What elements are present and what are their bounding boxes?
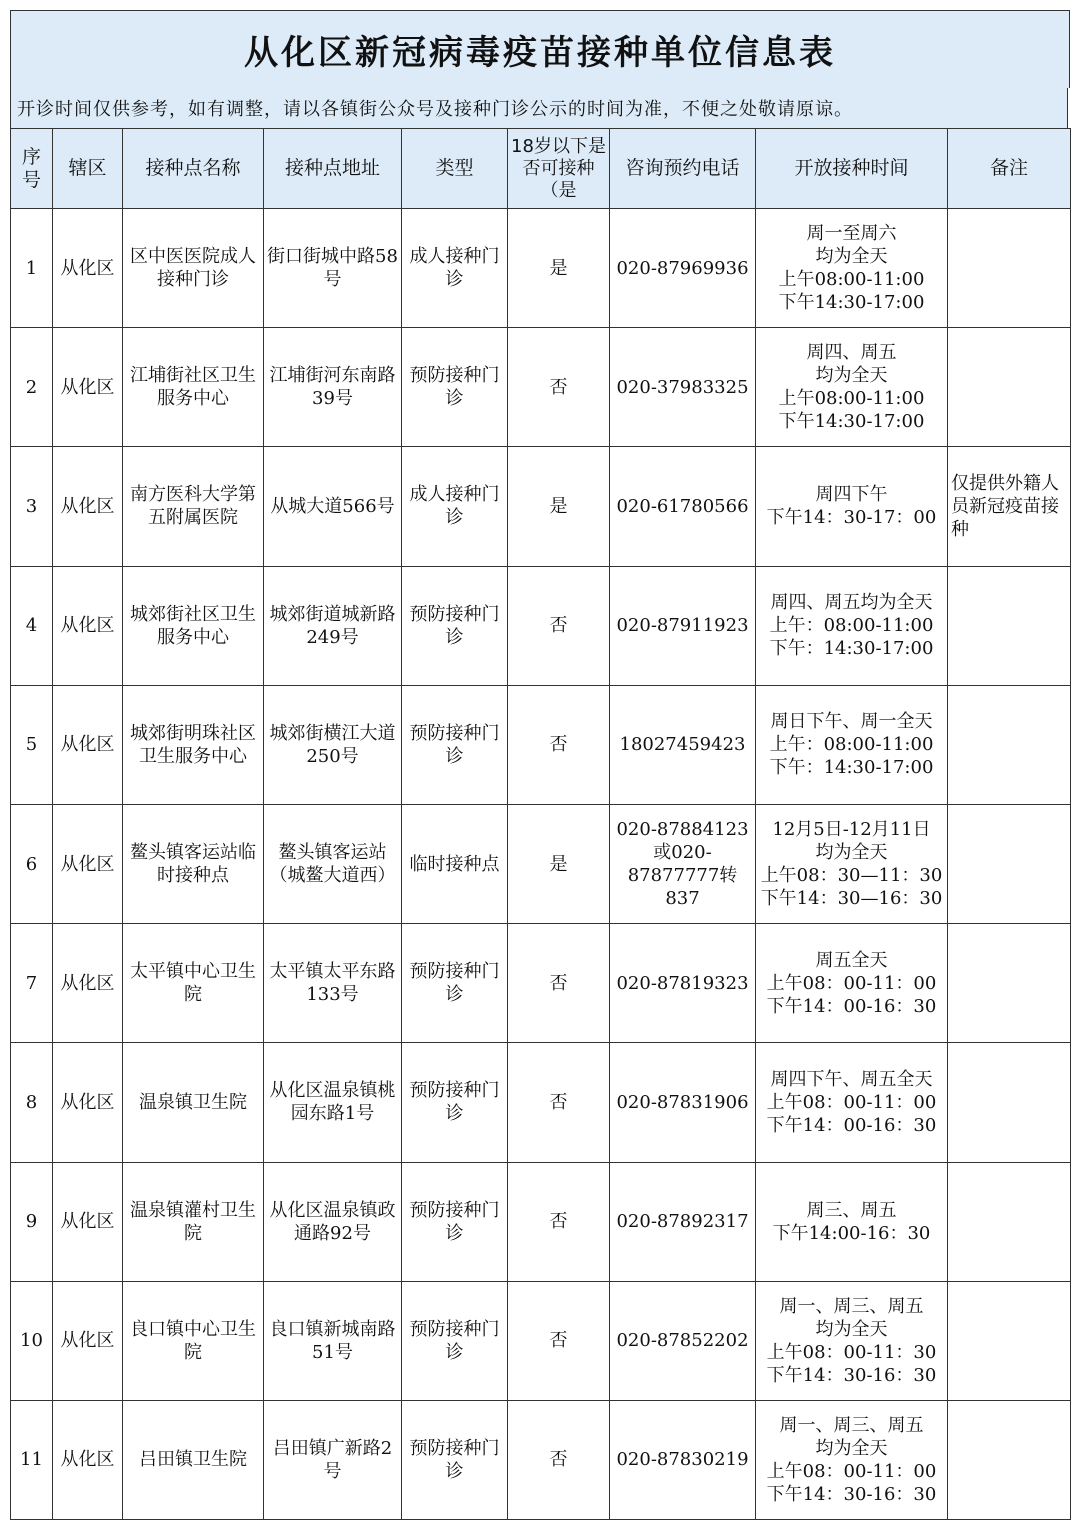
cell-address: 从城大道566号 — [264, 447, 402, 566]
cell-type: 预防接种门诊 — [402, 1162, 508, 1281]
cell-address: 城郊街横江大道250号 — [264, 685, 402, 804]
cell-remark — [948, 1281, 1071, 1400]
cell-remark — [948, 924, 1071, 1043]
cell-remark — [948, 685, 1071, 804]
table-row — [11, 566, 1071, 685]
cell-phone: 020-61780566 — [610, 447, 756, 566]
cell-index: 3 — [11, 447, 53, 566]
cell-under18: 是 — [508, 447, 610, 566]
cell-under18: 否 — [508, 1162, 610, 1281]
cell-district: 从化区 — [53, 566, 123, 685]
cell-hours: 周一、周三、周五 均为全天 上午08：00-11：00 下午14：30-16：30 — [756, 1400, 948, 1519]
cell-name: 南方医科大学第五附属医院 — [123, 447, 264, 566]
cell-district: 从化区 — [53, 328, 123, 447]
cell-address: 吕田镇广新路2号 — [264, 1400, 402, 1519]
cell-hours: 周一、周三、周五 均为全天 上午08：00-11：30 下午14：30-16：30 — [756, 1281, 948, 1400]
cell-name: 区中医医院成人接种门诊 — [123, 209, 264, 328]
cell-district: 从化区 — [53, 447, 123, 566]
header-address: 接种点地址 — [264, 129, 402, 209]
header-row — [11, 129, 1071, 209]
cell-under18: 是 — [508, 209, 610, 328]
page-title: 从化区新冠病毒疫苗接种单位信息表 — [10, 10, 1070, 88]
cell-district: 从化区 — [53, 1400, 123, 1519]
cell-hours: 周四、周五均为全天 上午：08:00-11:00 下午：14:30-17:00 — [756, 566, 948, 685]
cell-hours: 周五全天 上午08：00-11：00 下午14：00-16：30 — [756, 924, 948, 1043]
cell-index: 10 — [11, 1281, 53, 1400]
cell-phone: 020-87911923 — [610, 566, 756, 685]
cell-district: 从化区 — [53, 209, 123, 328]
cell-district: 从化区 — [53, 1162, 123, 1281]
cell-district: 从化区 — [53, 804, 123, 923]
header-index: 序号 — [11, 129, 53, 209]
table-row — [11, 447, 1071, 566]
cell-type: 预防接种门诊 — [402, 924, 508, 1043]
table-row — [11, 685, 1071, 804]
cell-under18: 否 — [508, 685, 610, 804]
cell-index: 8 — [11, 1043, 53, 1162]
table-row — [11, 209, 1071, 328]
cell-name: 吕田镇卫生院 — [123, 1400, 264, 1519]
cell-index: 4 — [11, 566, 53, 685]
cell-name: 江埔街社区卫生服务中心 — [123, 328, 264, 447]
cell-type: 成人接种门诊 — [402, 209, 508, 328]
cell-name: 鳌头镇客运站临时接种点 — [123, 804, 264, 923]
header-district: 辖区 — [53, 129, 123, 209]
cell-district: 从化区 — [53, 685, 123, 804]
header-name: 接种点名称 — [123, 129, 264, 209]
cell-index: 6 — [11, 804, 53, 923]
cell-phone: 020-87884123或020-87877777转837 — [610, 804, 756, 923]
cell-type: 预防接种门诊 — [402, 1400, 508, 1519]
cell-address: 从化区温泉镇桃园东路1号 — [264, 1043, 402, 1162]
cell-under18: 否 — [508, 328, 610, 447]
cell-name: 温泉镇卫生院 — [123, 1043, 264, 1162]
cell-phone: 020-87819323 — [610, 924, 756, 1043]
cell-index: 2 — [11, 328, 53, 447]
cell-hours: 周三、周五 下午14:00-16：30 — [756, 1162, 948, 1281]
cell-remark — [948, 209, 1071, 328]
cell-address: 街口街城中路58号 — [264, 209, 402, 328]
cell-remark — [948, 1400, 1071, 1519]
cell-district: 从化区 — [53, 1043, 123, 1162]
table-row — [11, 1400, 1071, 1519]
cell-index: 11 — [11, 1400, 53, 1519]
table-row — [11, 804, 1071, 923]
header-under18-text: 18岁以下是否可接种（是 — [511, 135, 606, 201]
cell-type: 临时接种点 — [402, 804, 508, 923]
cell-under18: 否 — [508, 924, 610, 1043]
cell-type: 预防接种门诊 — [402, 328, 508, 447]
cell-hours: 周四、周五 均为全天 上午08:00-11:00 下午14:30-17:00 — [756, 328, 948, 447]
cell-remark — [948, 1043, 1071, 1162]
cell-name: 城郊街社区卫生服务中心 — [123, 566, 264, 685]
cell-phone: 020-87969936 — [610, 209, 756, 328]
cell-district: 从化区 — [53, 924, 123, 1043]
notice-text: 开诊时间仅供参考，如有调整，请以各镇街公众号及接种门诊公示的时间为准，不便之处敬请原谅。 — [10, 88, 1068, 128]
cell-address: 从化区温泉镇政通路92号 — [264, 1162, 402, 1281]
cell-index: 7 — [11, 924, 53, 1043]
cell-address: 太平镇太平东路133号 — [264, 924, 402, 1043]
cell-district: 从化区 — [53, 1281, 123, 1400]
cell-name: 太平镇中心卫生院 — [123, 924, 264, 1043]
cell-index: 1 — [11, 209, 53, 328]
cell-hours: 12月5日-12月11日 均为全天 上午08：30—11：30 下午14：30—16：30 — [756, 804, 948, 923]
cell-hours: 周四下午 下午14：30-17：00 — [756, 447, 948, 566]
cell-phone: 18027459423 — [610, 685, 756, 804]
cell-remark: 仅提供外籍人员新冠疫苗接种 — [948, 447, 1071, 566]
cell-phone: 020-87852202 — [610, 1281, 756, 1400]
table-body — [11, 209, 1071, 1520]
vaccination-info-sheet — [10, 10, 1070, 1510]
header-under18 — [508, 129, 610, 209]
header-type: 类型 — [402, 129, 508, 209]
cell-phone: 020-87831906 — [610, 1043, 756, 1162]
cell-type: 预防接种门诊 — [402, 1043, 508, 1162]
cell-type: 预防接种门诊 — [402, 685, 508, 804]
cell-remark — [948, 566, 1071, 685]
cell-hours: 周四下午、周五全天 上午08：00-11：00 下午14：00-16：30 — [756, 1043, 948, 1162]
cell-address: 城郊街道城新路249号 — [264, 566, 402, 685]
cell-remark — [948, 804, 1071, 923]
cell-under18: 否 — [508, 1281, 610, 1400]
cell-under18: 否 — [508, 566, 610, 685]
cell-remark — [948, 328, 1071, 447]
table-row — [11, 1043, 1071, 1162]
cell-under18: 否 — [508, 1043, 610, 1162]
cell-index: 9 — [11, 1162, 53, 1281]
cell-type: 成人接种门诊 — [402, 447, 508, 566]
cell-remark — [948, 1162, 1071, 1281]
vaccination-table — [10, 128, 1071, 1520]
header-phone: 咨询预约电话 — [610, 129, 756, 209]
header-remark: 备注 — [948, 129, 1071, 209]
cell-type: 预防接种门诊 — [402, 1281, 508, 1400]
table-row — [11, 328, 1071, 447]
cell-hours: 周日下午、周一全天 上午：08:00-11:00 下午：14:30-17:00 — [756, 685, 948, 804]
cell-under18: 否 — [508, 1400, 610, 1519]
cell-name: 城郊街明珠社区卫生服务中心 — [123, 685, 264, 804]
cell-name: 温泉镇灌村卫生院 — [123, 1162, 264, 1281]
cell-type: 预防接种门诊 — [402, 566, 508, 685]
cell-phone: 020-37983325 — [610, 328, 756, 447]
table-row — [11, 1281, 1071, 1400]
cell-phone: 020-87892317 — [610, 1162, 756, 1281]
table-row — [11, 1162, 1071, 1281]
header-hours: 开放接种时间 — [756, 129, 948, 209]
cell-address: 江埔街河东南路 39号 — [264, 328, 402, 447]
cell-under18: 是 — [508, 804, 610, 923]
cell-name: 良口镇中心卫生院 — [123, 1281, 264, 1400]
cell-hours: 周一至周六 均为全天 上午08:00-11:00 下午14:30-17:00 — [756, 209, 948, 328]
cell-address: 良口镇新城南路51号 — [264, 1281, 402, 1400]
table-row — [11, 924, 1071, 1043]
cell-phone: 020-87830219 — [610, 1400, 756, 1519]
cell-index: 5 — [11, 685, 53, 804]
cell-address: 鳌头镇客运站（城鳌大道西） — [264, 804, 402, 923]
